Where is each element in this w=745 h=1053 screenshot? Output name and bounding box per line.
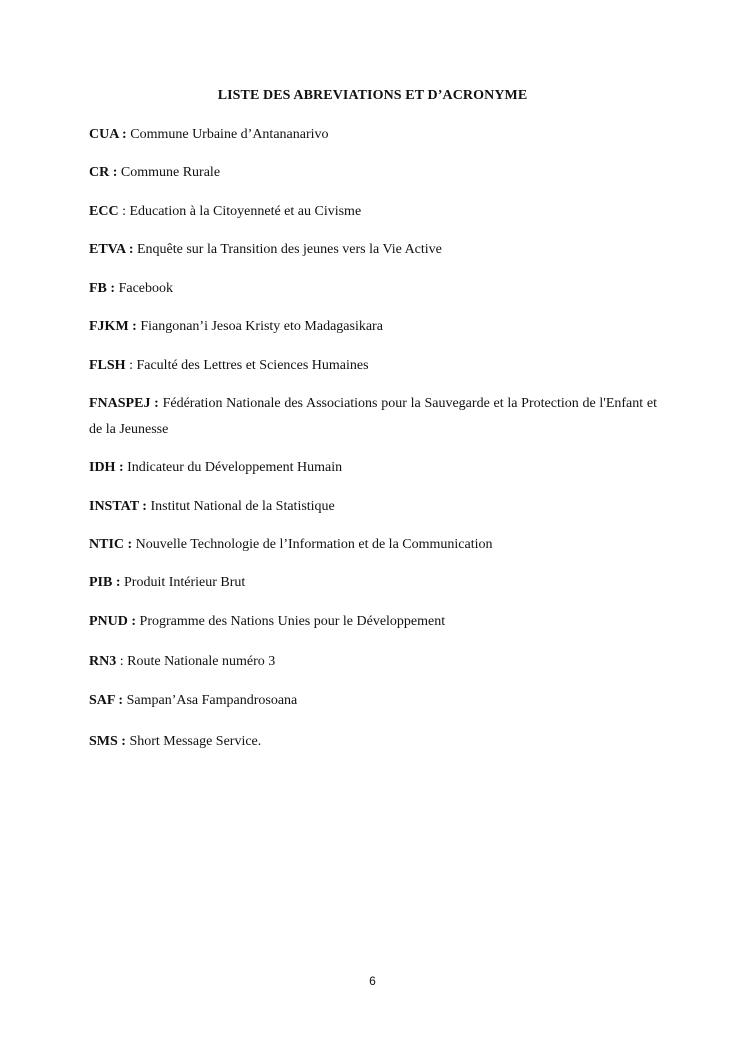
abbreviation-entry-etva xyxy=(89,237,657,263)
abbreviation-entry-cr xyxy=(89,160,657,186)
abbreviation-definition: Commune Rurale xyxy=(117,165,221,180)
abbreviation-definition: Sampan’Asa Fampandrosoana xyxy=(123,693,298,708)
abbreviation-entry-flsh xyxy=(89,353,657,379)
abbreviation-term: FB : xyxy=(89,281,116,296)
abbreviation-term: CUA : xyxy=(89,127,127,142)
abbreviation-entry-pib xyxy=(89,570,657,596)
abbreviation-term: FLSH xyxy=(89,358,126,373)
abbreviation-term: FJKM : xyxy=(89,319,137,334)
abbreviation-entry-rn3 xyxy=(89,649,657,675)
abbreviation-term: NTIC : xyxy=(89,537,133,552)
page-number: 6 xyxy=(369,974,376,988)
abbreviation-term: INSTAT : xyxy=(89,499,147,514)
abbreviation-term: PIB : xyxy=(89,575,121,590)
abbreviation-entry-cua xyxy=(89,122,657,148)
abbreviation-entry-fjkm xyxy=(89,314,657,340)
abbreviation-entry-pnud xyxy=(89,609,657,635)
abbreviation-entry-ntic xyxy=(89,532,657,558)
abbreviation-definition: : Route Nationale numéro 3 xyxy=(116,654,276,669)
abbreviation-definition: : Faculté des Lettres et Sciences Humaines xyxy=(125,358,369,373)
abbreviation-term: PNUD : xyxy=(89,614,137,629)
abbreviation-term: FNASPEJ : xyxy=(89,396,159,411)
abbreviation-definition: Commune Urbaine d’Antananarivo xyxy=(126,127,329,142)
abbreviation-definition: Fiangonan’i Jesoa Kristy eto Madagasikara xyxy=(136,319,383,334)
abbreviation-term: CR : xyxy=(89,165,118,180)
abbreviation-definition: Fédération Nationale des Associations pour la Sauvegarde et la Protection de l'Enfant et de la Jeunesse xyxy=(89,396,657,437)
abbreviation-entry-fnaspej xyxy=(89,391,657,443)
page-title: LISTE DES ABREVIATIONS ET D’ACRONYME xyxy=(217,88,528,103)
abbreviation-entry-fb xyxy=(89,276,657,302)
abbreviation-definition: Institut National de la Statistique xyxy=(146,499,335,514)
abbreviation-definition: Nouvelle Technologie de l’Information et de la Communication xyxy=(132,537,493,552)
abbreviation-term: SMS : xyxy=(89,734,126,749)
abbreviation-term: SAF : xyxy=(89,693,124,708)
abbreviation-entry-instat xyxy=(89,494,657,520)
abbreviation-definition: Indicateur du Développement Humain xyxy=(123,460,343,475)
abbreviation-term: RN3 xyxy=(89,654,117,669)
abbreviation-definition: Programme des Nations Unies pour le Développement xyxy=(136,614,446,629)
abbreviation-definition: Short Message Service. xyxy=(125,734,262,749)
abbreviation-entry-idh xyxy=(89,455,657,481)
abbreviation-entry-saf xyxy=(89,688,657,714)
abbreviation-definition: : Education à la Citoyenneté et au Civisme xyxy=(118,204,362,219)
abbreviation-term: IDH : xyxy=(89,460,124,475)
abbreviation-entry-ecc xyxy=(89,199,657,225)
abbreviation-term: ECC xyxy=(89,204,119,219)
abbreviation-term: ETVA : xyxy=(89,242,134,257)
abbreviation-definition: Facebook xyxy=(115,281,173,296)
abbreviation-entry-sms xyxy=(89,729,657,755)
abbreviation-definition: Enquête sur la Transition des jeunes vers la Vie Active xyxy=(133,242,442,257)
abbreviation-definition: Produit Intérieur Brut xyxy=(120,575,246,590)
